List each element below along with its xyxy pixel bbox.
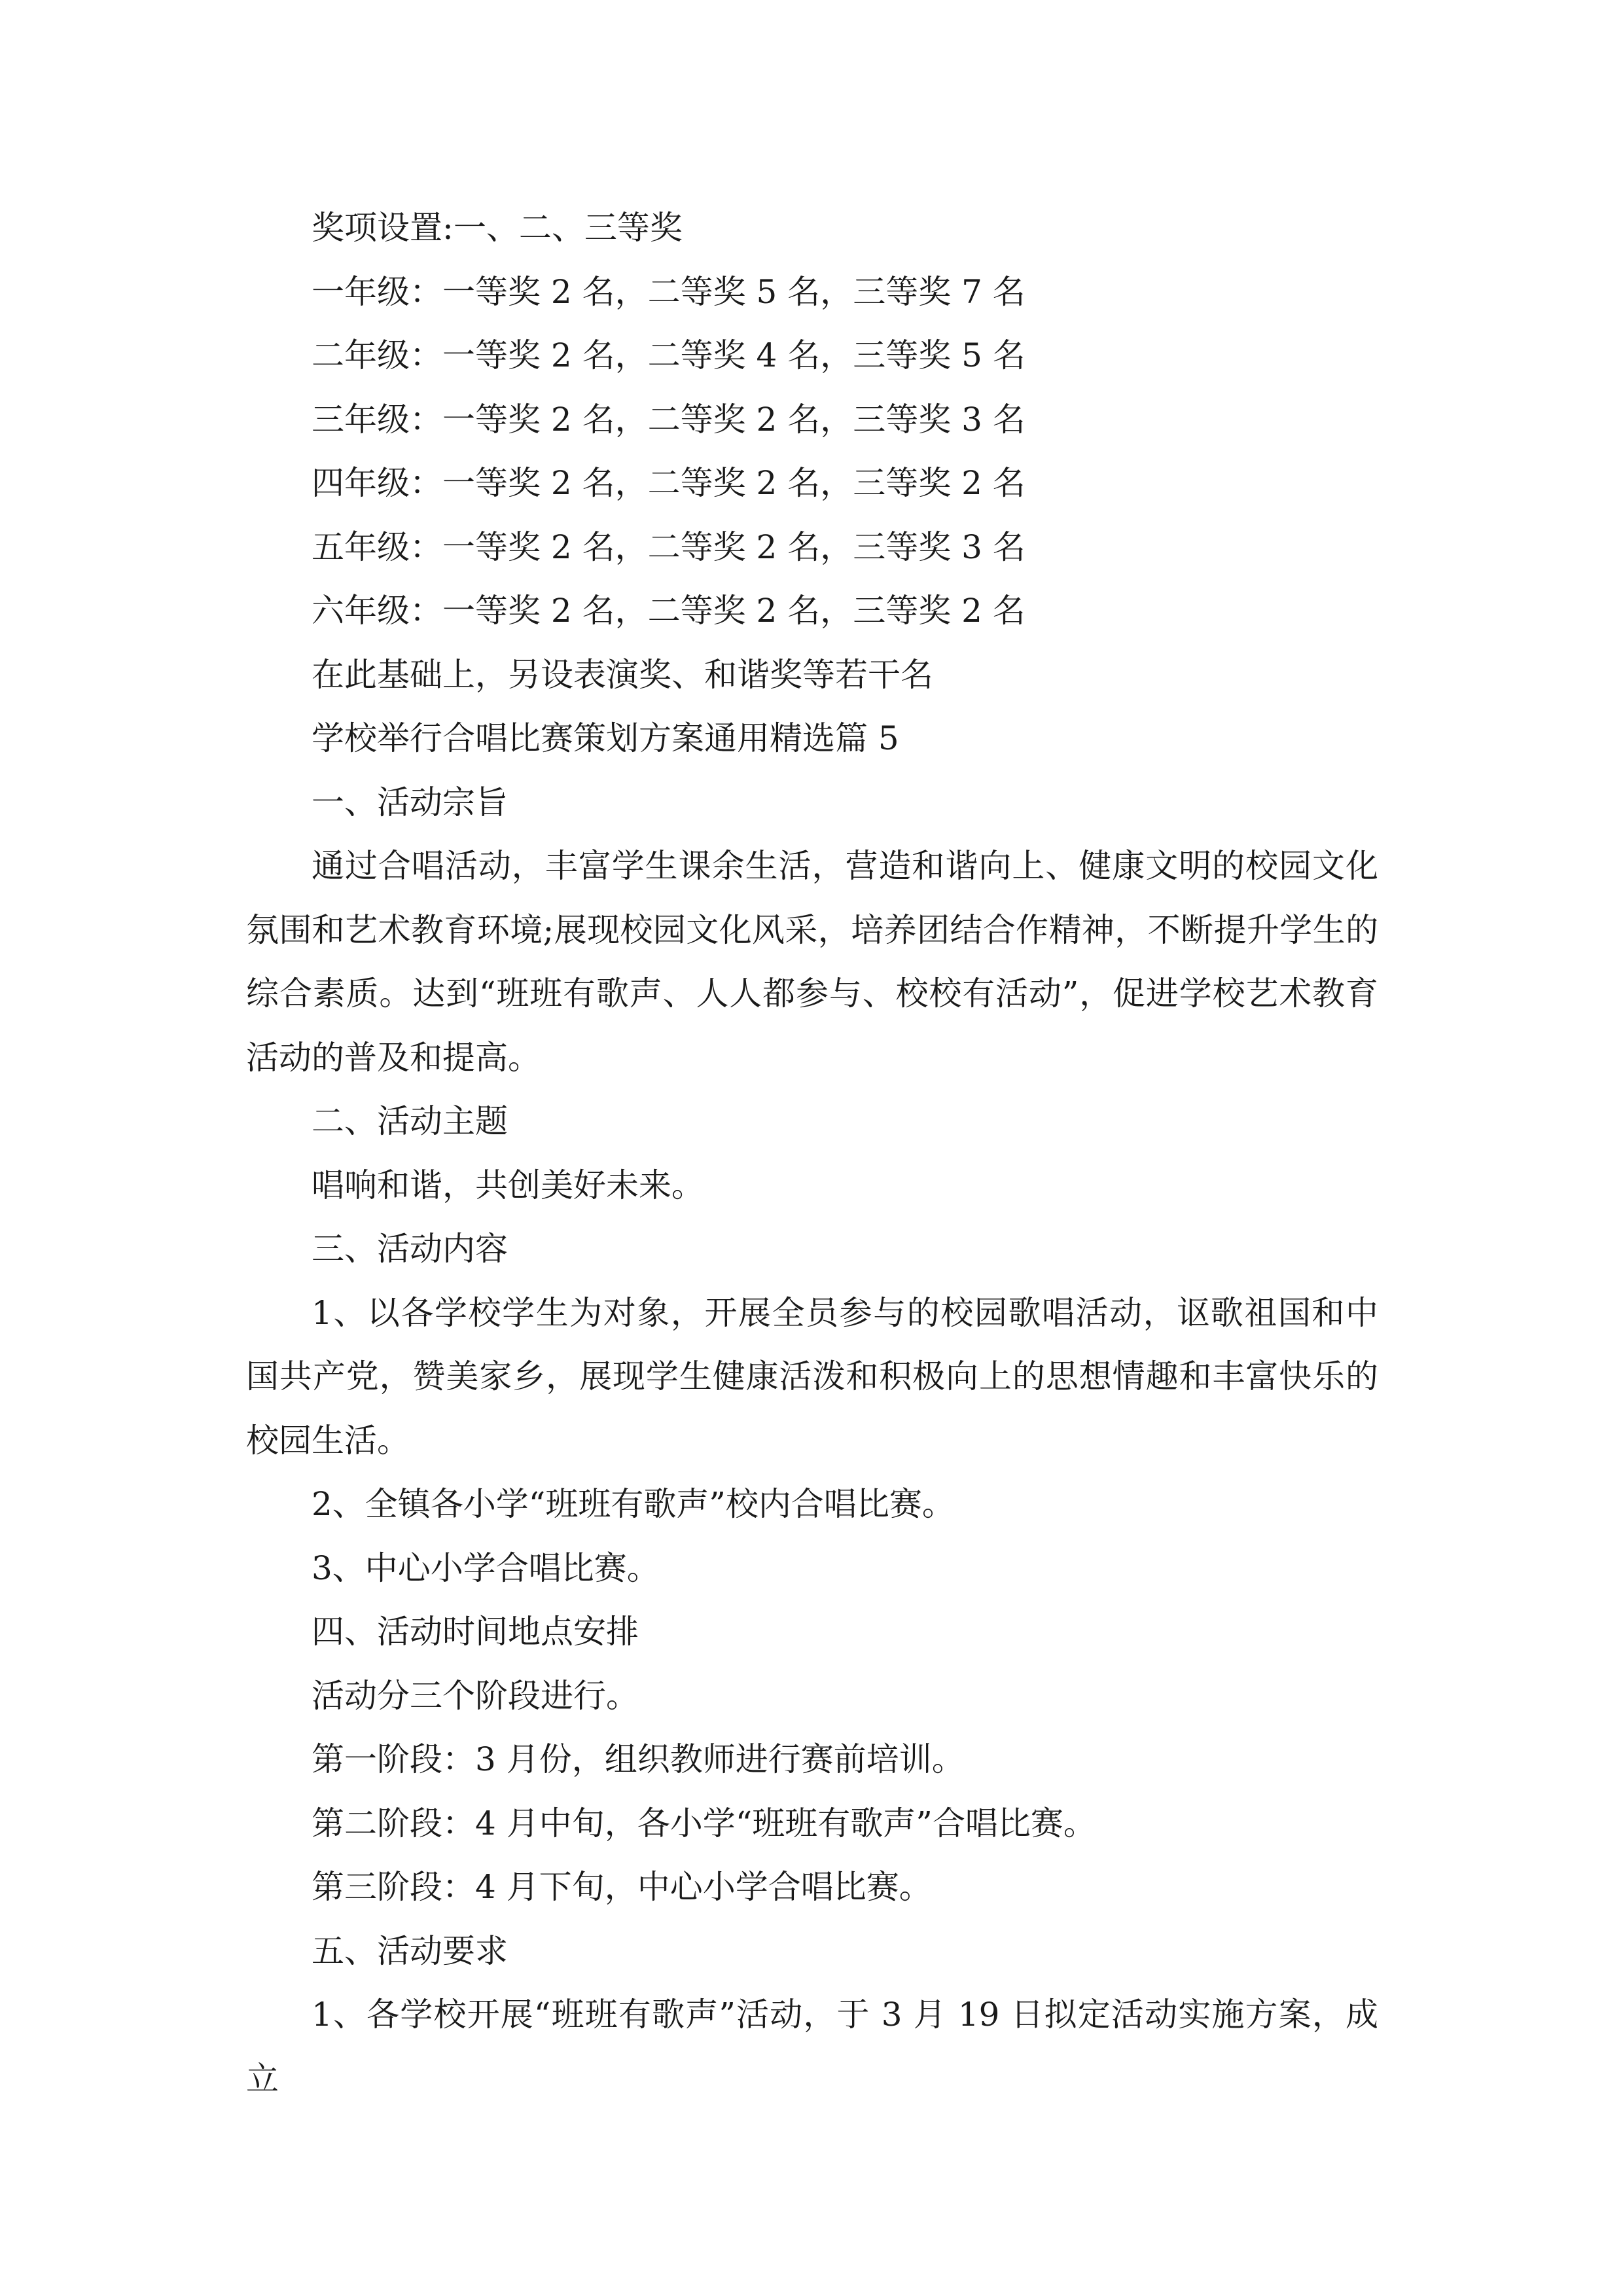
- paragraph-content-2: 2、全镇各小学“班班有歌声”校内合唱比赛。: [312, 1485, 955, 1523]
- paragraph-content-1: 1、以各学校学生为对象，开展全员参与的校园歌唱活动，讴歌祖国和中国共产党，赞美家乡，展现学生健康活泼和积极向上的思想情趣和丰富快乐的校园生活。: [246, 1293, 1378, 1460]
- paragraph-grade-6: 六年级：一等奖 2 名，二等奖 2 名，三等奖 2 名: [312, 592, 1026, 630]
- paragraph-requirement-1: 1、各学校开展“班班有歌声”活动，于 3 月 19 日拟定活动实施方案，成立: [246, 1996, 1378, 2098]
- document-body: [246, 196, 1378, 2111]
- paragraph-stage-3: 第三阶段：4 月下旬，中心小学合唱比赛。: [312, 1868, 932, 1906]
- paragraph-content-3: 3、中心小学合唱比赛。: [312, 1549, 660, 1587]
- paragraph-grade-3: 三年级：一等奖 2 名，二等奖 2 名，三等奖 3 名: [312, 400, 1026, 439]
- paragraph-theme: 唱响和谐，共创美好未来。: [312, 1166, 704, 1204]
- heading-schedule: 四、活动时间地点安排: [312, 1613, 639, 1651]
- section-title: 学校举行合唱比赛策划方案通用精选篇 5: [312, 719, 899, 757]
- heading-content: 三、活动内容: [312, 1230, 508, 1268]
- paragraph-grade-5: 五年级：一等奖 2 名，二等奖 2 名，三等奖 3 名: [312, 528, 1026, 566]
- paragraph-awards-setting: 奖项设置:一、二、三等奖: [312, 209, 683, 247]
- paragraph-schedule-intro: 活动分三个阶段进行。: [312, 1676, 639, 1715]
- heading-purpose: 一、活动宗旨: [312, 783, 508, 821]
- paragraph-extra-awards: 在此基础上，另设表演奖、和谐奖等若干名: [312, 655, 933, 694]
- paragraph-grade-2: 二年级：一等奖 2 名，二等奖 4 名，三等奖 5 名: [312, 336, 1026, 374]
- heading-requirements: 五、活动要求: [312, 1931, 508, 1970]
- paragraph-purpose: 通过合唱活动，丰富学生课余生活，营造和谐向上、健康文明的校园文化氛围和艺术教育环境;展现校园文化风采，培养团结合作精神，不断提升学生的综合素质。达到“班班有歌声、人人都参与、校校有活动”，促进学校艺术教育活动的普及和提高。: [246, 847, 1378, 1077]
- heading-theme: 二、活动主题: [312, 1102, 508, 1140]
- paragraph-grade-1: 一年级：一等奖 2 名，二等奖 5 名，三等奖 7 名: [312, 272, 1026, 311]
- paragraph-stage-1: 第一阶段：3 月份，组织教师进行赛前培训。: [312, 1740, 965, 1778]
- paragraph-stage-2: 第二阶段：4 月中旬，各小学“班班有歌声”合唱比赛。: [312, 1804, 1096, 1842]
- paragraph-grade-4: 四年级：一等奖 2 名，二等奖 2 名，三等奖 2 名: [312, 464, 1026, 502]
